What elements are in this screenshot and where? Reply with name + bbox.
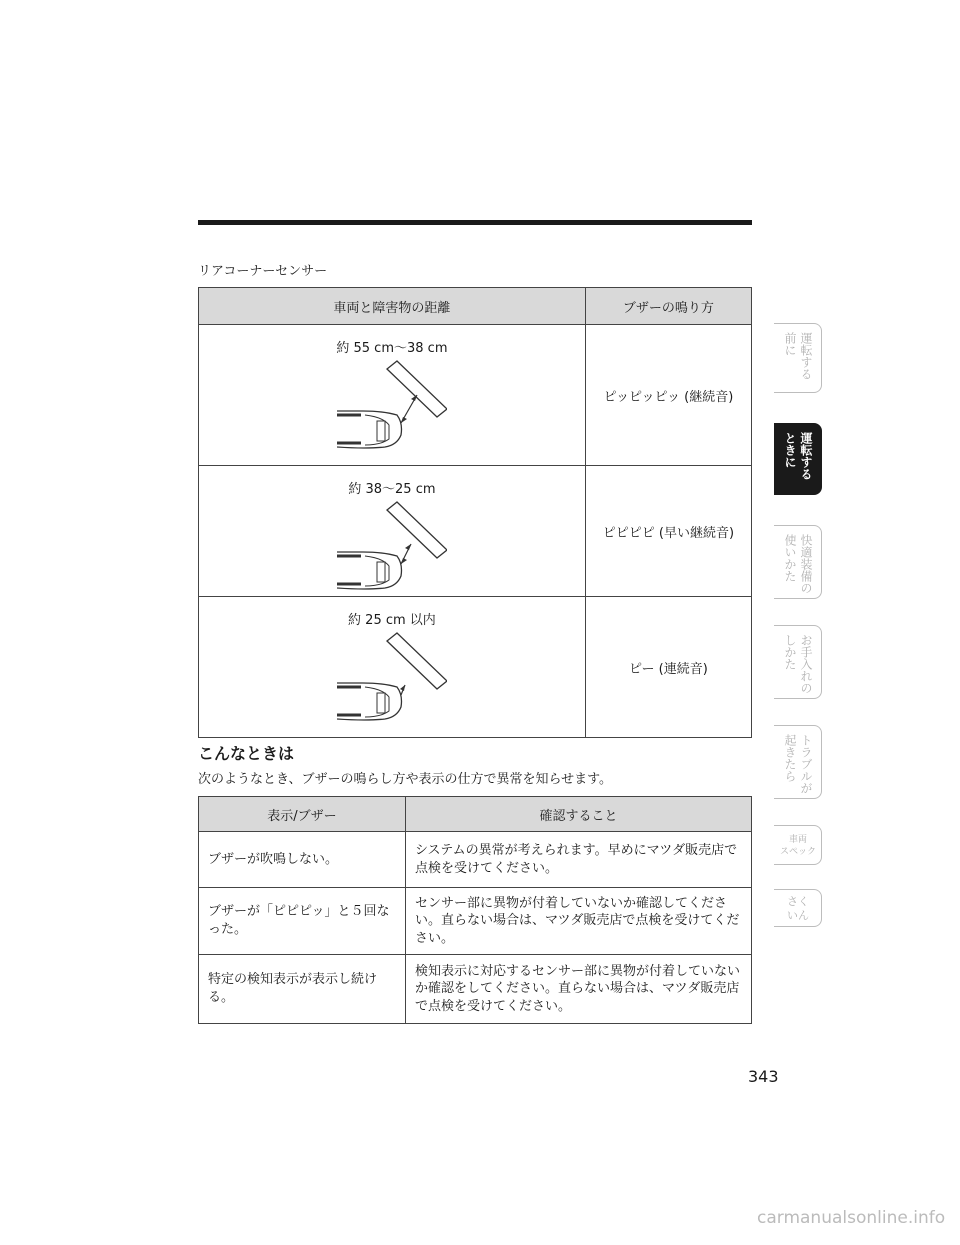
buzzer-cell: ピー (連続音) (585, 597, 751, 738)
check-table-header (199, 797, 752, 832)
condition-cell: ブザーが吹鳴しない。 (199, 832, 406, 888)
obstacle-wall-icon (387, 361, 447, 417)
table-row (199, 888, 752, 955)
distance-table (198, 287, 752, 738)
tab-comfort-features[interactable] (774, 525, 822, 599)
tab-while-driving[interactable] (774, 423, 822, 495)
tab-troubleshooting[interactable] (774, 725, 822, 799)
tab-vehicle-specs[interactable] (774, 825, 822, 865)
obstacle-wall-icon (387, 633, 447, 689)
distance-cell (199, 466, 586, 597)
car-obstacle-diagram (337, 359, 447, 451)
header-buzzer: ブザーの鳴り方 (585, 288, 751, 325)
car-rear-icon (337, 683, 402, 720)
action-cell: システムの異常が考えられます。早めにマツダ販売店で点検を受けてください。 (405, 832, 751, 888)
condition-cell: ブザーが「ピピピッ」と５回なった。 (199, 888, 406, 955)
watermark: carmanualsonline.info (757, 1208, 946, 1228)
car-rear-icon (337, 552, 402, 589)
tab-label-line2: ときに (783, 432, 797, 468)
tab-label-line2: スペック (779, 847, 816, 857)
action-cell: 検知表示に対応するセンサー部に異物が付着していないか確認をしてください。直らない場合は、マツダ販売店で点検を受けてください。 (405, 955, 751, 1024)
tab-label-line1: トラブルが (799, 734, 813, 794)
tab-label-line2: いん (787, 909, 809, 922)
table-row (199, 597, 752, 738)
top-rule (198, 220, 752, 225)
check-table (198, 796, 752, 1024)
distance-cell (199, 597, 586, 738)
tab-before-driving[interactable] (774, 323, 822, 393)
distance-table-header (199, 288, 752, 325)
car-rear-icon (337, 411, 402, 448)
distance-value: 約 25 cm 以内 (348, 613, 436, 628)
distance-arrow-icon (401, 544, 411, 564)
table-row (199, 955, 752, 1024)
tab-label-line2: 使いかた (783, 534, 797, 582)
section-heading: こんなときは (198, 744, 295, 763)
obstacle-wall-icon (387, 502, 447, 558)
table-row (199, 466, 752, 597)
header-condition: 表示/ブザー (199, 797, 406, 832)
car-obstacle-diagram (337, 500, 447, 592)
table-row (199, 325, 752, 466)
table-row (199, 832, 752, 888)
tab-index[interactable] (774, 889, 822, 927)
condition-cell: 特定の検知表示が表示し続ける。 (199, 955, 406, 1024)
distance-arrow-icon (401, 395, 417, 423)
page-number: 343 (748, 1067, 779, 1086)
car-obstacle-diagram (337, 631, 447, 723)
tab-label-line1: 運転する (799, 432, 813, 480)
tab-maintenance[interactable] (774, 625, 822, 699)
intro-text: 次のようなとき、ブザーの鳴らし方や表示の仕方で異常を知らせます。 (198, 772, 613, 787)
tab-label-line1: 快適装備の (799, 534, 813, 594)
header-action: 確認すること (405, 797, 751, 832)
distance-value: 約 38〜25 cm (348, 482, 436, 497)
tab-label-line1: 運転する (799, 332, 813, 380)
distance-cell (199, 325, 586, 466)
tab-label-line2: 前に (783, 332, 797, 356)
distance-value: 約 55 cm〜38 cm (336, 341, 448, 356)
tab-label-line1: お手入れの (799, 634, 813, 694)
tab-label-line2: 起きたら (783, 734, 797, 782)
buzzer-cell: ピッピッピッ (継続音) (585, 325, 751, 466)
buzzer-cell: ピピピピ (早い継続音) (585, 466, 751, 597)
tab-label-line1: さく (787, 895, 809, 908)
tab-label-line2: しかた (783, 634, 797, 670)
tab-label-line1: 車両 (788, 835, 807, 845)
action-cell: センサー部に異物が付着していないか確認してください。直らない場合は、マツダ販売店で点検を受けてください。 (405, 888, 751, 955)
header-distance: 車両と障害物の距離 (199, 288, 586, 325)
section-title: リアコーナーセンサー (198, 264, 328, 279)
